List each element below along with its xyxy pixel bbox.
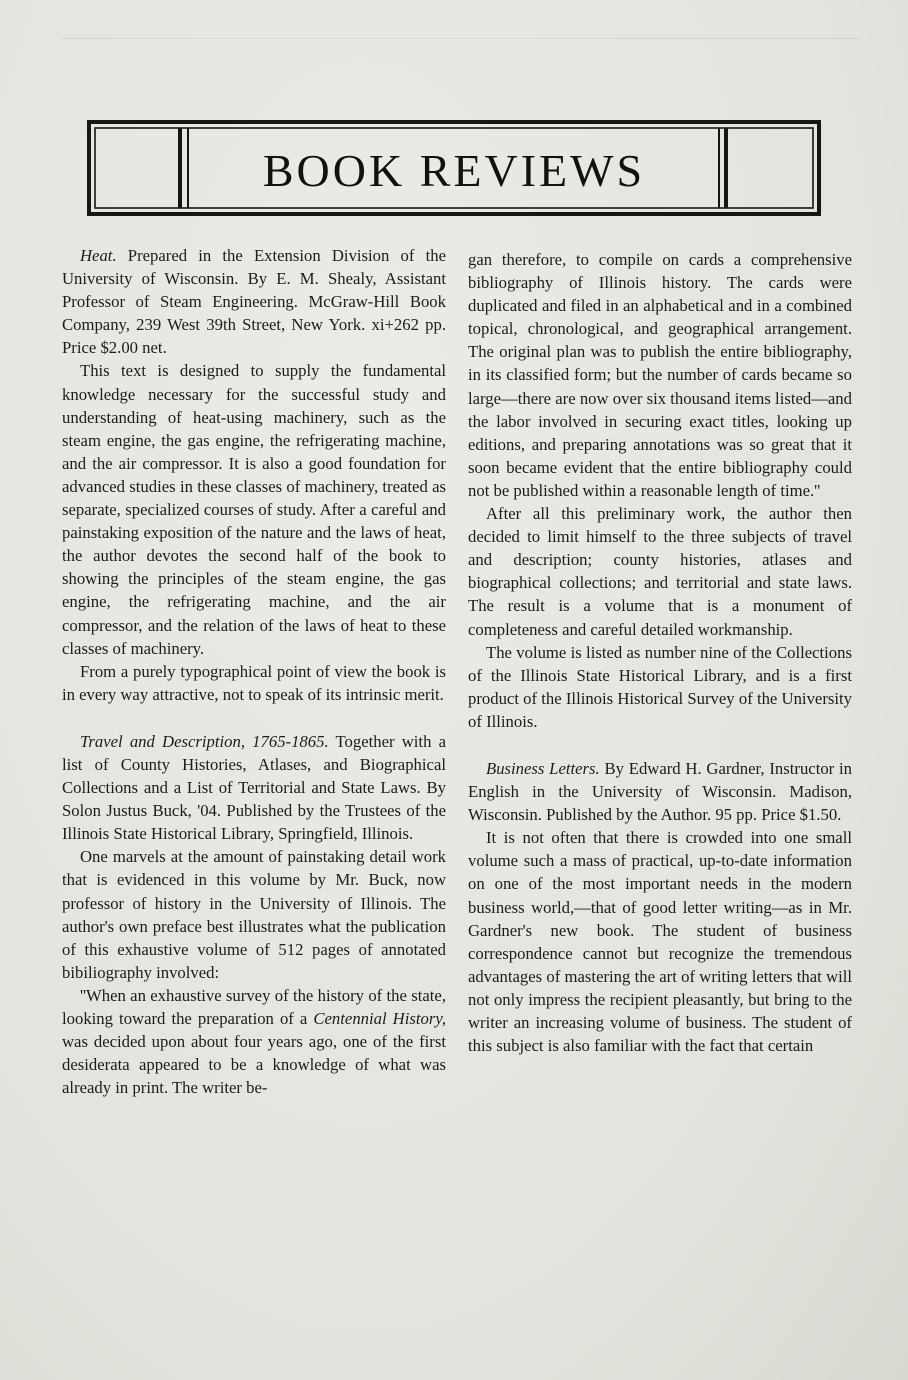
book-reviews-banner (86, 118, 822, 218)
citation-text: Together with a list of County Histories, Atlases, and Biographical Collections and a List of Territorial and State Laws. By Solon Justus Buck, '04. Published by the Trustees of the Illinois State Historical Library, Springfield, Illinois. (62, 731, 446, 844)
review-travel-quote-continued: gan therefore, to compile on cards a comprehensive bibliography of Illinois history. The cards were duplicated and filed in an alphabetical and in a combined topical, chronological, and geographical arrangement. The original plan was to publish the entire bibliography, in its classified form; but the number of cards became so large—there are now over six thousand items listed—and the labor involved in securing exact titles, looking up editions, and preparing annotations was so great that it soon became evident that the entire bibliography could not be published within a reasonable length of time.'' (468, 250, 852, 500)
review-heat-paragraph: From a purely typographical point of view the book is in every way attractive, not to speak of its intrinsic merit. (62, 661, 446, 704)
book-title-travel: Travel and Description, 1765-1865. (80, 731, 329, 751)
review-travel-citation (62, 730, 446, 845)
left-column (62, 244, 446, 1099)
quote-text: ''When an exhaustive survey of the history of the state, looking toward the preparation of a (62, 985, 446, 1028)
quote-italic: Centennial History, (313, 1009, 446, 1028)
bleed-through-shadow (60, 38, 860, 69)
review-heat-citation (62, 244, 446, 359)
section-spacer (468, 733, 852, 757)
review-travel-paragraph: After all this preliminary work, the author then decided to limit himself to the three subjects of travel and description; county histories, atlases and biographical collections; and territorial and state laws. The result is a volume that is a monument of completeness and careful detailed workmanship. (468, 504, 852, 639)
review-travel-quote (62, 984, 446, 1099)
citation-text: By Edward H. Gardner, Instructor in English in the University of Wisconsin. Madison, Wisconsin. Published by the Author. 95 pp. Price $1.50. (468, 758, 852, 825)
review-business-citation (468, 757, 852, 826)
quote-text: was decided upon about four years ago, one of the first desiderata appeared to be a knowledge of what was already in print. The writer be- (62, 1032, 446, 1098)
citation-text: Prepared in the Extension Division of the University of Wisconsin. By E. M. Shealy, Assistant Professor of Steam Engineering. McGraw-Hill Book Company, 239 West 39th Street, New York. xi+262 pp. Price $2.00 net. (62, 246, 446, 358)
page-title: BOOK REVIEWS (262, 144, 646, 196)
right-column (468, 248, 852, 1057)
book-title-business-letters: Business Letters. (486, 758, 600, 778)
section-spacer (62, 706, 446, 730)
review-heat-paragraph: This text is designed to supply the fundamental knowledge necessary for the successful study and understanding of heat-using machinery, such as the steam engine, the gas engine, the refrigerating machine, and the air compressor. It is also a good foundation for advanced studies in these classes of machinery, treated as separate, specialized courses of study. After a careful and painstaking exposition of the nature and the laws of heat, the author devotes the second half of the book to showing the principles of the steam engine, the gas engine, the refrigerating machine, and the air compressor, and the relation of the laws of heat to these classes of machinery. (62, 361, 446, 658)
review-travel-paragraph: One marvels at the amount of painstaking detail work that is evidenced in this volume by Mr. Buck, now professor of history in the University of Illinois. The author's own preface best illustrates what the publication of this exhaustive volume of 512 pages of annotated bibiliography involved: (62, 847, 446, 982)
review-business-paragraph: It is not often that there is crowded into one small volume such a mass of practical, up-to-date information on one of the most important needs in the modern business world,—that of good letter writing—as in Mr. Gardner's new book. The student of business correspondence cannot but recognize the tremendous advantages of mastering the art of writing letters that will not only impress the recipient pleasantly, but bring to the writer an increasing volume of business. The student of this subject is also familiar with the fact that certain (468, 828, 852, 1056)
review-travel-paragraph: The volume is listed as number nine of the Collections of the Illinois State Historical Library, and is a first product of the Illinois Historical Survey of the University of Illinois. (468, 642, 852, 731)
book-title-heat: Heat. (80, 246, 117, 265)
